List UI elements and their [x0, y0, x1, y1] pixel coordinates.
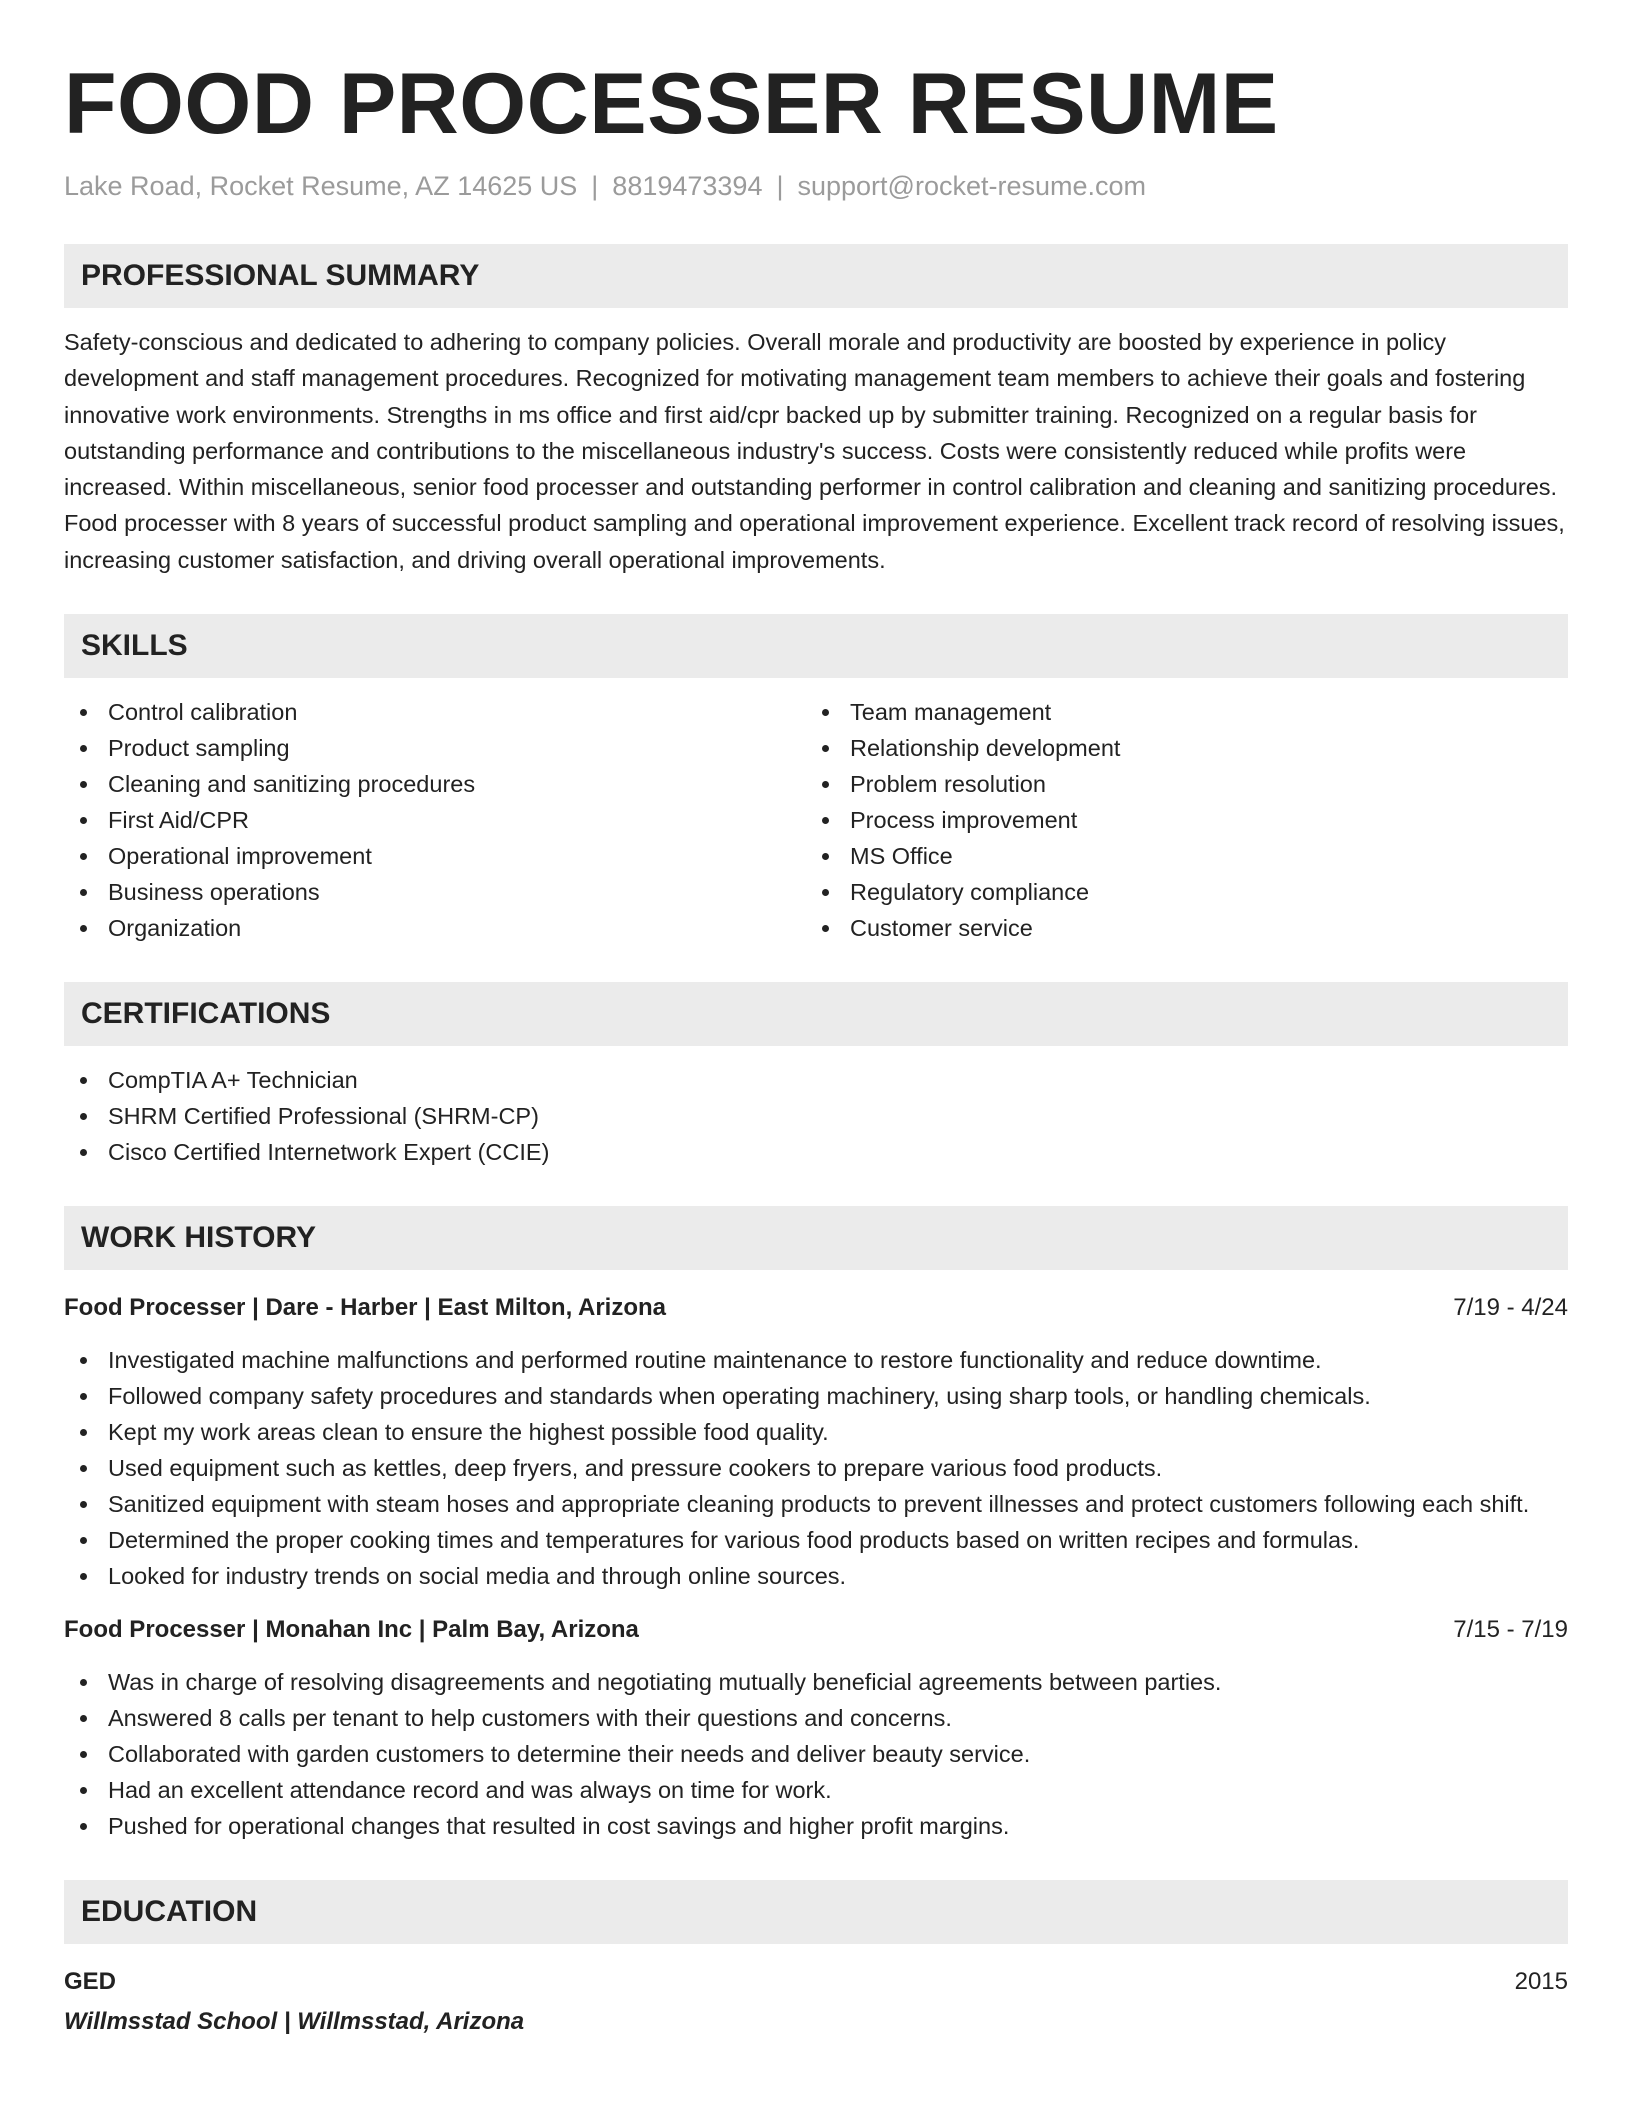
job-bullets	[64, 1664, 1568, 1844]
list-item: SHRM Certified Professional (SHRM-CP)	[64, 1098, 1568, 1134]
list-item: Sanitized equipment with steam hoses and appropriate cleaning products to prevent illnesses and protect customers following each shift.	[64, 1486, 1568, 1522]
skills-list	[64, 694, 1568, 946]
contact-line	[64, 168, 1568, 204]
section-heading-certifications: CERTIFICATIONS	[64, 982, 1568, 1046]
job-bullets	[64, 1342, 1568, 1594]
list-item: Kept my work areas clean to ensure the highest possible food quality.	[64, 1414, 1568, 1450]
list-item: Used equipment such as kettles, deep fryers, and pressure cookers to prepare various food products.	[64, 1450, 1568, 1486]
section-heading-work-history: WORK HISTORY	[64, 1206, 1568, 1270]
list-item: Followed company safety procedures and standards when operating machinery, using sharp tools, or handling chemicals.	[64, 1378, 1568, 1414]
list-item: Cisco Certified Internetwork Expert (CCIE)	[64, 1134, 1568, 1170]
address: Lake Road, Rocket Resume, AZ 14625 US	[64, 171, 578, 201]
summary-text: Safety-conscious and dedicated to adhering to company policies. Overall morale and productivity are boosted by experience in policy development and staff management procedures. Recognized for motivating management team members to achieve their goals and fostering innovative work environments. Strengths in ms office and first aid/cpr backed up by submitter training. Recognized on a regular basis for outstanding performance and contributions to the miscellaneous industry's success. Costs were consistently reduced while profits were increased. Within miscellaneous, senior food processer and outstanding performer in control calibration and cleaning and sanitizing procedures. Food processer with 8 years of successful product sampling and operational improvement experience. Excellent track record of resolving issues, increasing customer satisfaction, and driving overall operational improvements.	[64, 329, 1565, 573]
list-item: Product sampling	[64, 730, 806, 766]
education-degree: GED	[64, 1968, 117, 1996]
job-title: Food Processer | Dare - Harber | East Milton, Arizona	[64, 1294, 667, 1322]
list-item: Was in charge of resolving disagreements and negotiating mutually beneficial agreements between parties.	[64, 1664, 1568, 1700]
list-item: CompTIA A+ Technician	[64, 1062, 1568, 1098]
list-item: Customer service	[806, 910, 1548, 946]
list-item: Control calibration	[64, 694, 806, 730]
list-item: Problem resolution	[806, 766, 1548, 802]
section-heading-summary: PROFESSIONAL SUMMARY	[64, 244, 1568, 308]
list-item: Process improvement	[806, 802, 1548, 838]
list-item: First Aid/CPR	[64, 802, 806, 838]
list-item: Cleaning and sanitizing procedures	[64, 766, 806, 802]
job-header	[64, 1612, 1568, 1648]
list-item: Collaborated with garden customers to determine their needs and deliver beauty service.	[64, 1736, 1568, 1772]
skills-column-right	[806, 694, 1548, 946]
list-item: Relationship development	[806, 730, 1548, 766]
education-header	[64, 1964, 1568, 2000]
education-school: Willmsstad School | Willmsstad, Arizona	[64, 2008, 525, 2036]
section-heading-skills: SKILLS	[64, 614, 1568, 678]
job-dates: 7/15 - 7/19	[1453, 1616, 1568, 1644]
list-item: Investigated machine malfunctions and performed routine maintenance to restore functionality and reduce downtime.	[64, 1342, 1568, 1378]
resume-title: FOOD PROCESSER RESUME	[64, 56, 1279, 152]
list-item: Looked for industry trends on social media and through online sources.	[64, 1558, 1568, 1594]
job-title: Food Processer | Monahan Inc | Palm Bay, Arizona	[64, 1616, 639, 1644]
email-link[interactable]: support@rocket-resume.com	[797, 171, 1147, 201]
resume-page	[64, 0, 1568, 2040]
list-item: MS Office	[806, 838, 1548, 874]
list-item: Had an excellent attendance record and was always on time for work.	[64, 1772, 1568, 1808]
list-item: Team management	[806, 694, 1548, 730]
phone: 8819473394	[612, 171, 763, 201]
skills-column-left	[64, 694, 806, 946]
education-year: 2015	[1514, 1968, 1568, 1996]
list-item: Determined the proper cooking times and temperatures for various food products based on written recipes and formulas.	[64, 1522, 1568, 1558]
list-item: Pushed for operational changes that resulted in cost savings and higher profit margins.	[64, 1808, 1568, 1844]
certifications-list	[64, 1062, 1568, 1170]
section-heading-education: EDUCATION	[64, 1880, 1568, 1944]
job-header	[64, 1290, 1568, 1326]
separator: |	[776, 171, 784, 201]
list-item: Operational improvement	[64, 838, 806, 874]
separator: |	[591, 171, 599, 201]
list-item: Business operations	[64, 874, 806, 910]
list-item: Organization	[64, 910, 806, 946]
list-item: Regulatory compliance	[806, 874, 1548, 910]
list-item: Answered 8 calls per tenant to help customers with their questions and concerns.	[64, 1700, 1568, 1736]
job-dates: 7/19 - 4/24	[1453, 1294, 1568, 1322]
